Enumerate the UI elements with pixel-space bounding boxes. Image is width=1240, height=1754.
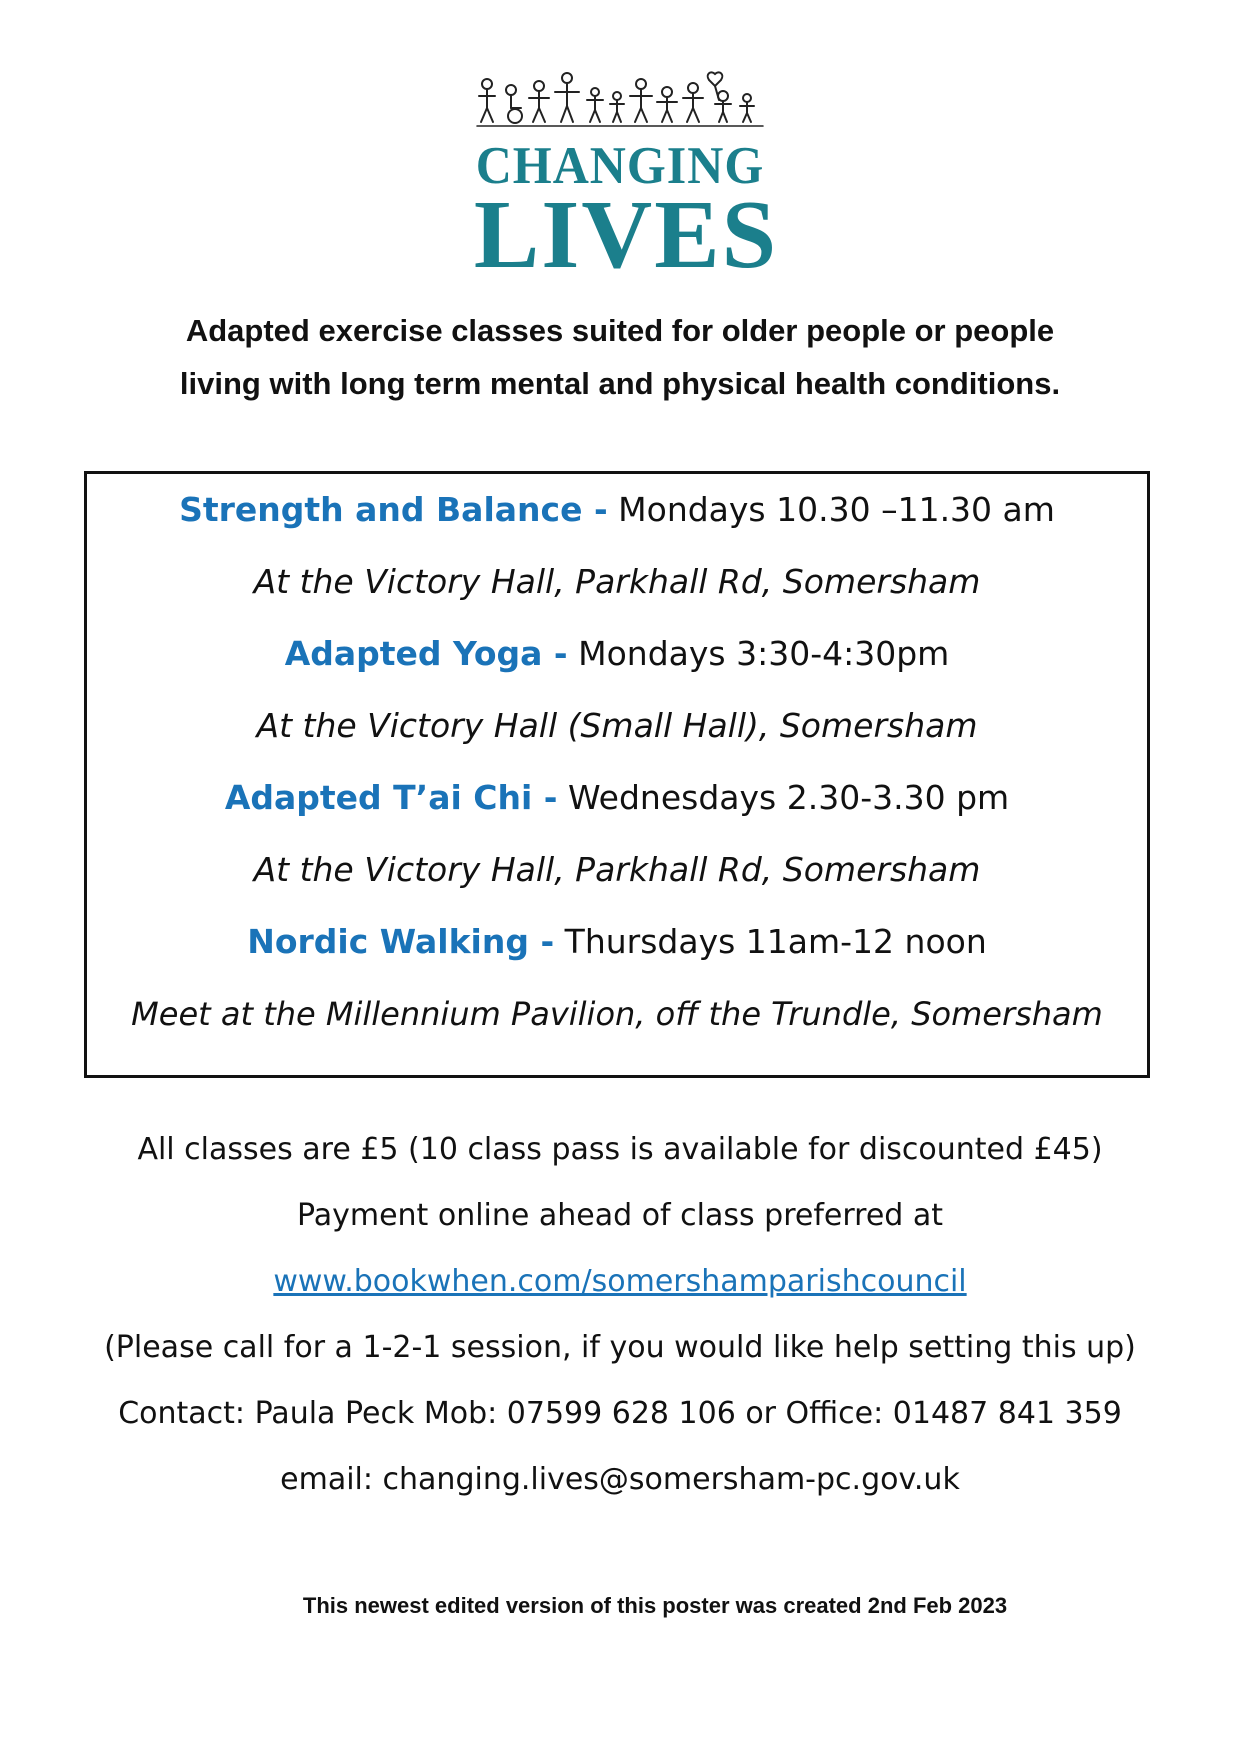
class-venue: At the Victory Hall, Parkhall Rd, Somersham [253,850,981,889]
class-name: Adapted Yoga - [284,634,568,673]
payment-text: Payment online ahead of class preferred at [296,1198,944,1233]
logo-line-lives: LIVES [473,181,779,289]
booking-link[interactable]: www.bookwhen.com/somershamparishcouncil [273,1264,967,1299]
class-row-nordic-walking [87,922,1147,962]
email-text: email: changing.lives@somersham-pc.gov.uk [280,1462,960,1497]
class-time: Mondays 10.30 –11.30 am [618,490,1055,529]
class-row-adapted-yoga [87,634,1147,674]
intro-line-2: living with long term mental and physical health conditions. [179,366,1061,401]
class-venue: At the Victory Hall (Small Hall), Somersham [256,706,978,745]
changing-lives-logo [0,70,1240,289]
contact-text: Contact: Paula Peck Mob: 07599 628 106 or Office: 01487 841 359 [118,1396,1122,1431]
logo-line-changing: CHANGING [475,135,765,195]
intro-text [0,304,1240,410]
class-row-tai-chi [87,778,1147,818]
price-text: All classes are £5 (10 class pass is available for discounted £45) [137,1132,1103,1167]
class-schedule-box [84,471,1150,1078]
class-time: Mondays 3:30-4:30pm [578,634,950,673]
class-time: Wednesdays 2.30-3.30 pm [567,778,1010,817]
class-venue: Meet at the Millennium Pavilion, off the Trundle, Somersham [131,995,1103,1033]
class-name: Adapted T’ai Chi - [224,778,558,817]
class-name: Strength and Balance - [179,490,608,529]
class-venue: At the Victory Hall, Parkhall Rd, Somersham [253,562,981,601]
class-name: Nordic Walking - [247,922,555,961]
intro-line-1: Adapted exercise classes suited for older people or people [185,313,1055,348]
class-time: Thursdays 11am-12 noon [564,922,987,961]
poster-version-note: This newest edited version of this poster was created 2nd Feb 2023 [302,1593,1008,1618]
booking-link-row [0,1262,1240,1302]
stick-figure-family-icon [475,70,765,132]
class-row-strength-balance [87,490,1147,530]
help-text: (Please call for a 1-2-1 session, if you would like help setting this up) [104,1330,1136,1365]
